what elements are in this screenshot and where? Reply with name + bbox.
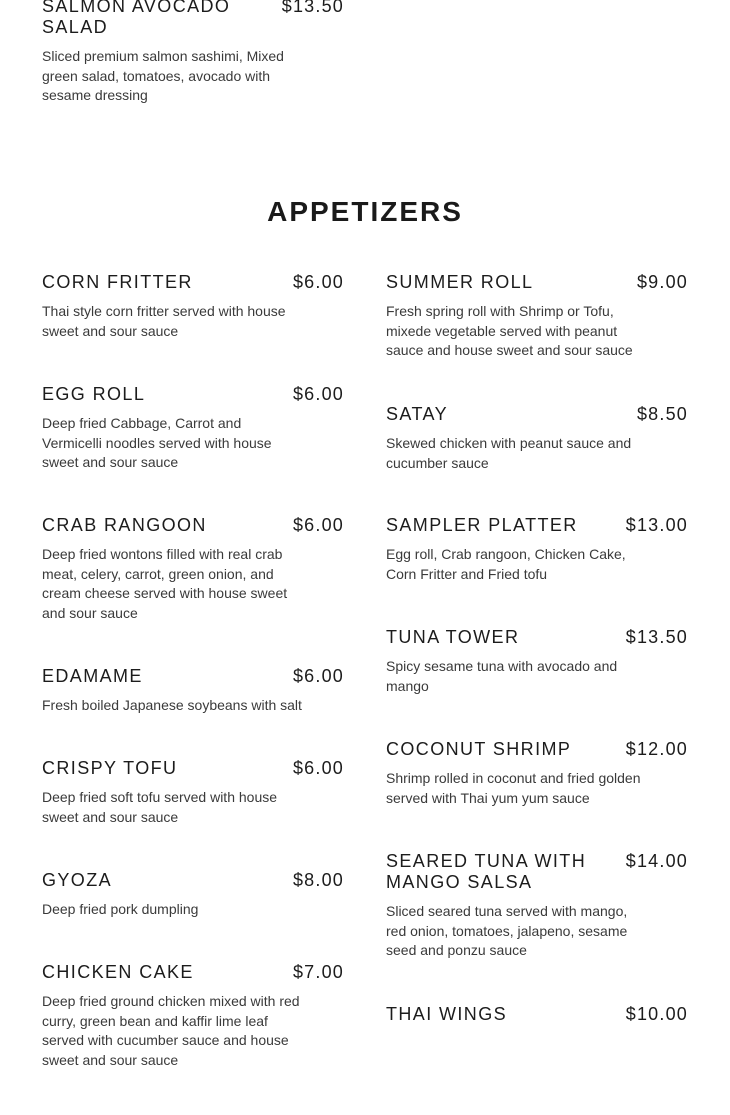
- menu-item-corn-fritter: [42, 272, 344, 341]
- menu-item-price: $12.00: [625, 739, 688, 759]
- menu-item-price: $6.00: [292, 515, 344, 535]
- menu-item-description: Sliced premium salmon sashimi, Mixed green salad, tomatoes, avocado with sesame dressing: [42, 48, 284, 104]
- menu-item-name: COCONUT SHRIMP: [386, 739, 572, 759]
- menu-item-name: SAMPLER PLATTER: [386, 515, 578, 535]
- menu-item-price: $6.00: [292, 758, 344, 778]
- menu-item-name: CHICKEN CAKE: [42, 962, 194, 982]
- menu-item-crispy-tofu: [42, 758, 344, 827]
- menu-item-gyoza: [42, 870, 344, 920]
- menu-item-seared-tuna: [386, 851, 688, 961]
- menu-item-crab-rangoon: [42, 515, 344, 623]
- menu-item-egg-roll: [42, 384, 344, 473]
- menu-item-header: [386, 515, 688, 536]
- menu-item-name: EDAMAME: [42, 666, 143, 686]
- menu-item-price: $6.00: [292, 384, 344, 404]
- menu-item-edamame: [42, 666, 344, 716]
- menu-item-header: [42, 272, 344, 293]
- menu-item-description: Shrimp rolled in coconut and fried golden served with Thai yum yum sauce: [386, 770, 641, 806]
- menu-item-price: $6.00: [292, 666, 344, 686]
- section-title-appetizers: APPETIZERS: [267, 196, 463, 227]
- menu-item-price: $14.00: [625, 851, 688, 871]
- menu-item-sampler-platter: [386, 515, 688, 584]
- menu-item-header: [42, 666, 344, 687]
- menu-item-tuna-tower: [386, 627, 688, 696]
- menu-item-header: [386, 851, 688, 893]
- menu-item-name: CRISPY TOFU: [42, 758, 178, 778]
- menu-item-name: EGG ROLL: [42, 384, 146, 404]
- menu-item-header: [386, 404, 688, 425]
- menu-item-price: $8.50: [636, 404, 688, 424]
- menu-item-header: [386, 1004, 688, 1025]
- menu-item-header: [386, 627, 688, 648]
- menu-item-name: CORN FRITTER: [42, 272, 193, 292]
- menu-item-name: SALMON AVOCADO SALAD: [42, 0, 231, 37]
- menu-item-price: $13.00: [625, 515, 688, 535]
- menu-item-name: THAI WINGS: [386, 1004, 507, 1024]
- menu-item-name: GYOZA: [42, 870, 113, 890]
- menu-item-satay: [386, 404, 688, 473]
- menu-item-description: Deep fried Cabbage, Carrot and Vermicelli noodles served with house sweet and sour sauce: [42, 415, 272, 471]
- menu-item-description: Skewed chicken with peanut sauce and cucumber sauce: [386, 435, 632, 471]
- menu-item-header: [386, 739, 688, 760]
- menu-item-description: Deep fried wontons filled with real crab meat, celery, carrot, green onion, and cream cheese served with house sweet and sour sauce: [42, 546, 288, 621]
- menu-item-header: [42, 0, 344, 38]
- menu-item-price: $6.00: [292, 272, 344, 292]
- menu-item-description: Spicy sesame tuna with avocado and mango: [386, 658, 618, 694]
- menu-item-thai-wings: [386, 1004, 688, 1025]
- menu-item-description: Deep fried pork dumpling: [42, 901, 199, 917]
- menu-item-coconut-shrimp: [386, 739, 688, 808]
- menu-item-description: Fresh spring roll with Shrimp or Tofu, mixede vegetable served with peanut sauce and house sweet and sour sauce: [386, 303, 633, 359]
- menu-item-name: TUNA TOWER: [386, 627, 520, 647]
- menu-item-header: [42, 384, 344, 405]
- menu-item-salmon-avocado-salad: [42, 0, 344, 106]
- menu-item-chicken-cake: [42, 962, 344, 1070]
- menu-item-price: $10.00: [625, 1004, 688, 1024]
- menu-item-price: $13.50: [281, 0, 344, 16]
- menu-item-name: CRAB RANGOON: [42, 515, 207, 535]
- menu-item-price: $13.50: [625, 627, 688, 647]
- menu-item-header: [42, 758, 344, 779]
- menu-item-header: [42, 515, 344, 536]
- menu-item-summer-roll: [386, 272, 688, 361]
- menu-item-header: [42, 870, 344, 891]
- menu-item-price: $7.00: [292, 962, 344, 982]
- menu-item-description: Thai style corn fritter served with house sweet and sour sauce: [42, 303, 286, 339]
- menu-item-price: $8.00: [292, 870, 344, 890]
- menu-item-price: $9.00: [636, 272, 688, 292]
- menu-item-header: [42, 962, 344, 983]
- menu-item-description: Deep fried ground chicken mixed with red curry, green bean and kaffir lime leaf served with cucumber sauce and house sweet and sour sauce: [42, 993, 300, 1068]
- menu-item-description: Deep fried soft tofu served with house sweet and sour sauce: [42, 789, 278, 825]
- menu-item-header: [386, 272, 688, 293]
- menu-item-description: Sliced seared tuna served with mango, red onion, tomatoes, jalapeno, sesame seed and ponzu sauce: [386, 903, 628, 959]
- menu-item-name: SUMMER ROLL: [386, 272, 534, 292]
- menu-item-description: Egg roll, Crab rangoon, Chicken Cake, Corn Fritter and Fried tofu: [386, 546, 626, 582]
- menu-item-name: SEARED TUNA WITH MANGO SALSA: [386, 851, 587, 892]
- menu-item-description: Fresh boiled Japanese soybeans with salt: [42, 697, 302, 713]
- menu-item-name: SATAY: [386, 404, 449, 424]
